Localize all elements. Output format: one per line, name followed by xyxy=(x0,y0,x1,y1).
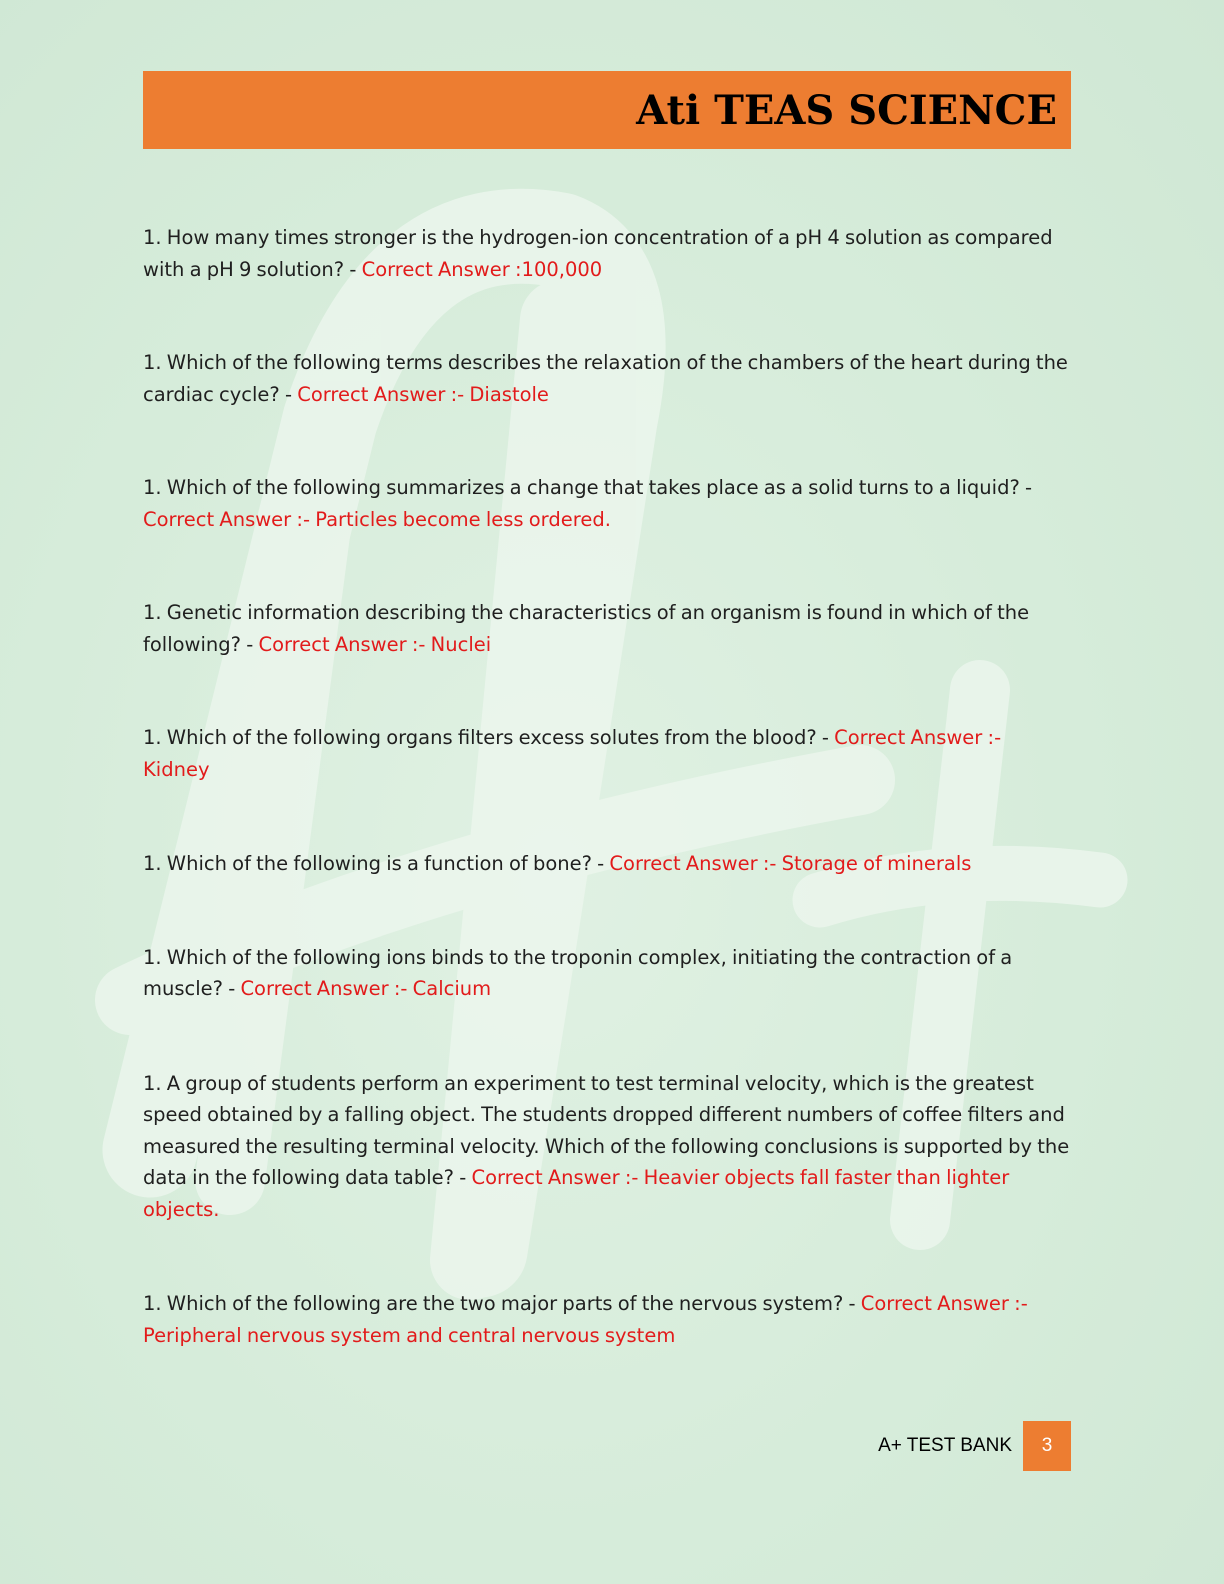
question-item xyxy=(143,722,1071,785)
answer-text: Correct Answer :- Heavier objects fall faster than lighter objects. xyxy=(143,1166,1010,1221)
answer-text: Correct Answer :- Storage of minerals xyxy=(609,852,972,875)
page-number-badge: 3 xyxy=(1023,1421,1071,1471)
footer-label: A+ TEST BANK xyxy=(878,1435,1012,1456)
question-text: 1. Which of the following ions binds to the troponin complex, initiating the contraction of a muscle? - xyxy=(143,945,1013,1000)
question-text: 1. Which of the following is a function of bone? - xyxy=(143,852,610,875)
page-title: Ati TEAS SCIENCE xyxy=(636,86,1057,134)
question-item xyxy=(143,597,1071,660)
question-item xyxy=(143,472,1071,535)
question-text: 1. Genetic information describing the characteristics of an organism is found in which of the following? - xyxy=(143,601,1030,656)
page-footer xyxy=(0,1421,1224,1471)
question-item xyxy=(143,1068,1071,1226)
question-text: 1. How many times stronger is the hydrogen-ion concentration of a pH 4 solution as compared with a pH 9 solution? - xyxy=(143,226,1053,281)
header-bar xyxy=(143,71,1071,149)
question-item xyxy=(143,222,1071,285)
answer-text: Correct Answer :100,000 xyxy=(361,257,603,281)
answer-text: Correct Answer :- Particles become less ordered. xyxy=(143,507,611,531)
question-text: 1. Which of the following summarizes a change that takes place as a solid turns to a liquid? - xyxy=(143,476,1033,499)
answer-text: Correct Answer :- Kidney xyxy=(143,726,1002,781)
answer-text: Correct Answer :- Diastole xyxy=(297,382,549,406)
question-text: 1. Which of the following terms describes the relaxation of the chambers of the heart during the cardiac cycle? - xyxy=(143,351,1068,406)
question-text: 1. Which of the following organs filters excess solutes from the blood? - xyxy=(143,726,835,749)
answer-text: Correct Answer :- Calcium xyxy=(240,977,492,1000)
question-text: 1. A group of students perform an experiment to test terminal velocity, which is the greatest speed obtained by a falling object. The students dropped different numbers of coffee filters and measured the resulting terminal velocity. Which of the following conclusions is supported by the data in the following data table? - xyxy=(143,1071,1070,1189)
question-list xyxy=(143,222,1071,1351)
answer-text: Correct Answer :- Nuclei xyxy=(258,632,492,656)
question-item xyxy=(143,848,1071,880)
question-text: 1. Which of the following are the two major parts of the nervous system? - xyxy=(143,1292,861,1315)
answer-text: Correct Answer :- Peripheral nervous system and central nervous system xyxy=(143,1292,1028,1347)
question-item xyxy=(143,347,1071,410)
question-item xyxy=(143,942,1071,1005)
question-item xyxy=(143,1288,1071,1351)
